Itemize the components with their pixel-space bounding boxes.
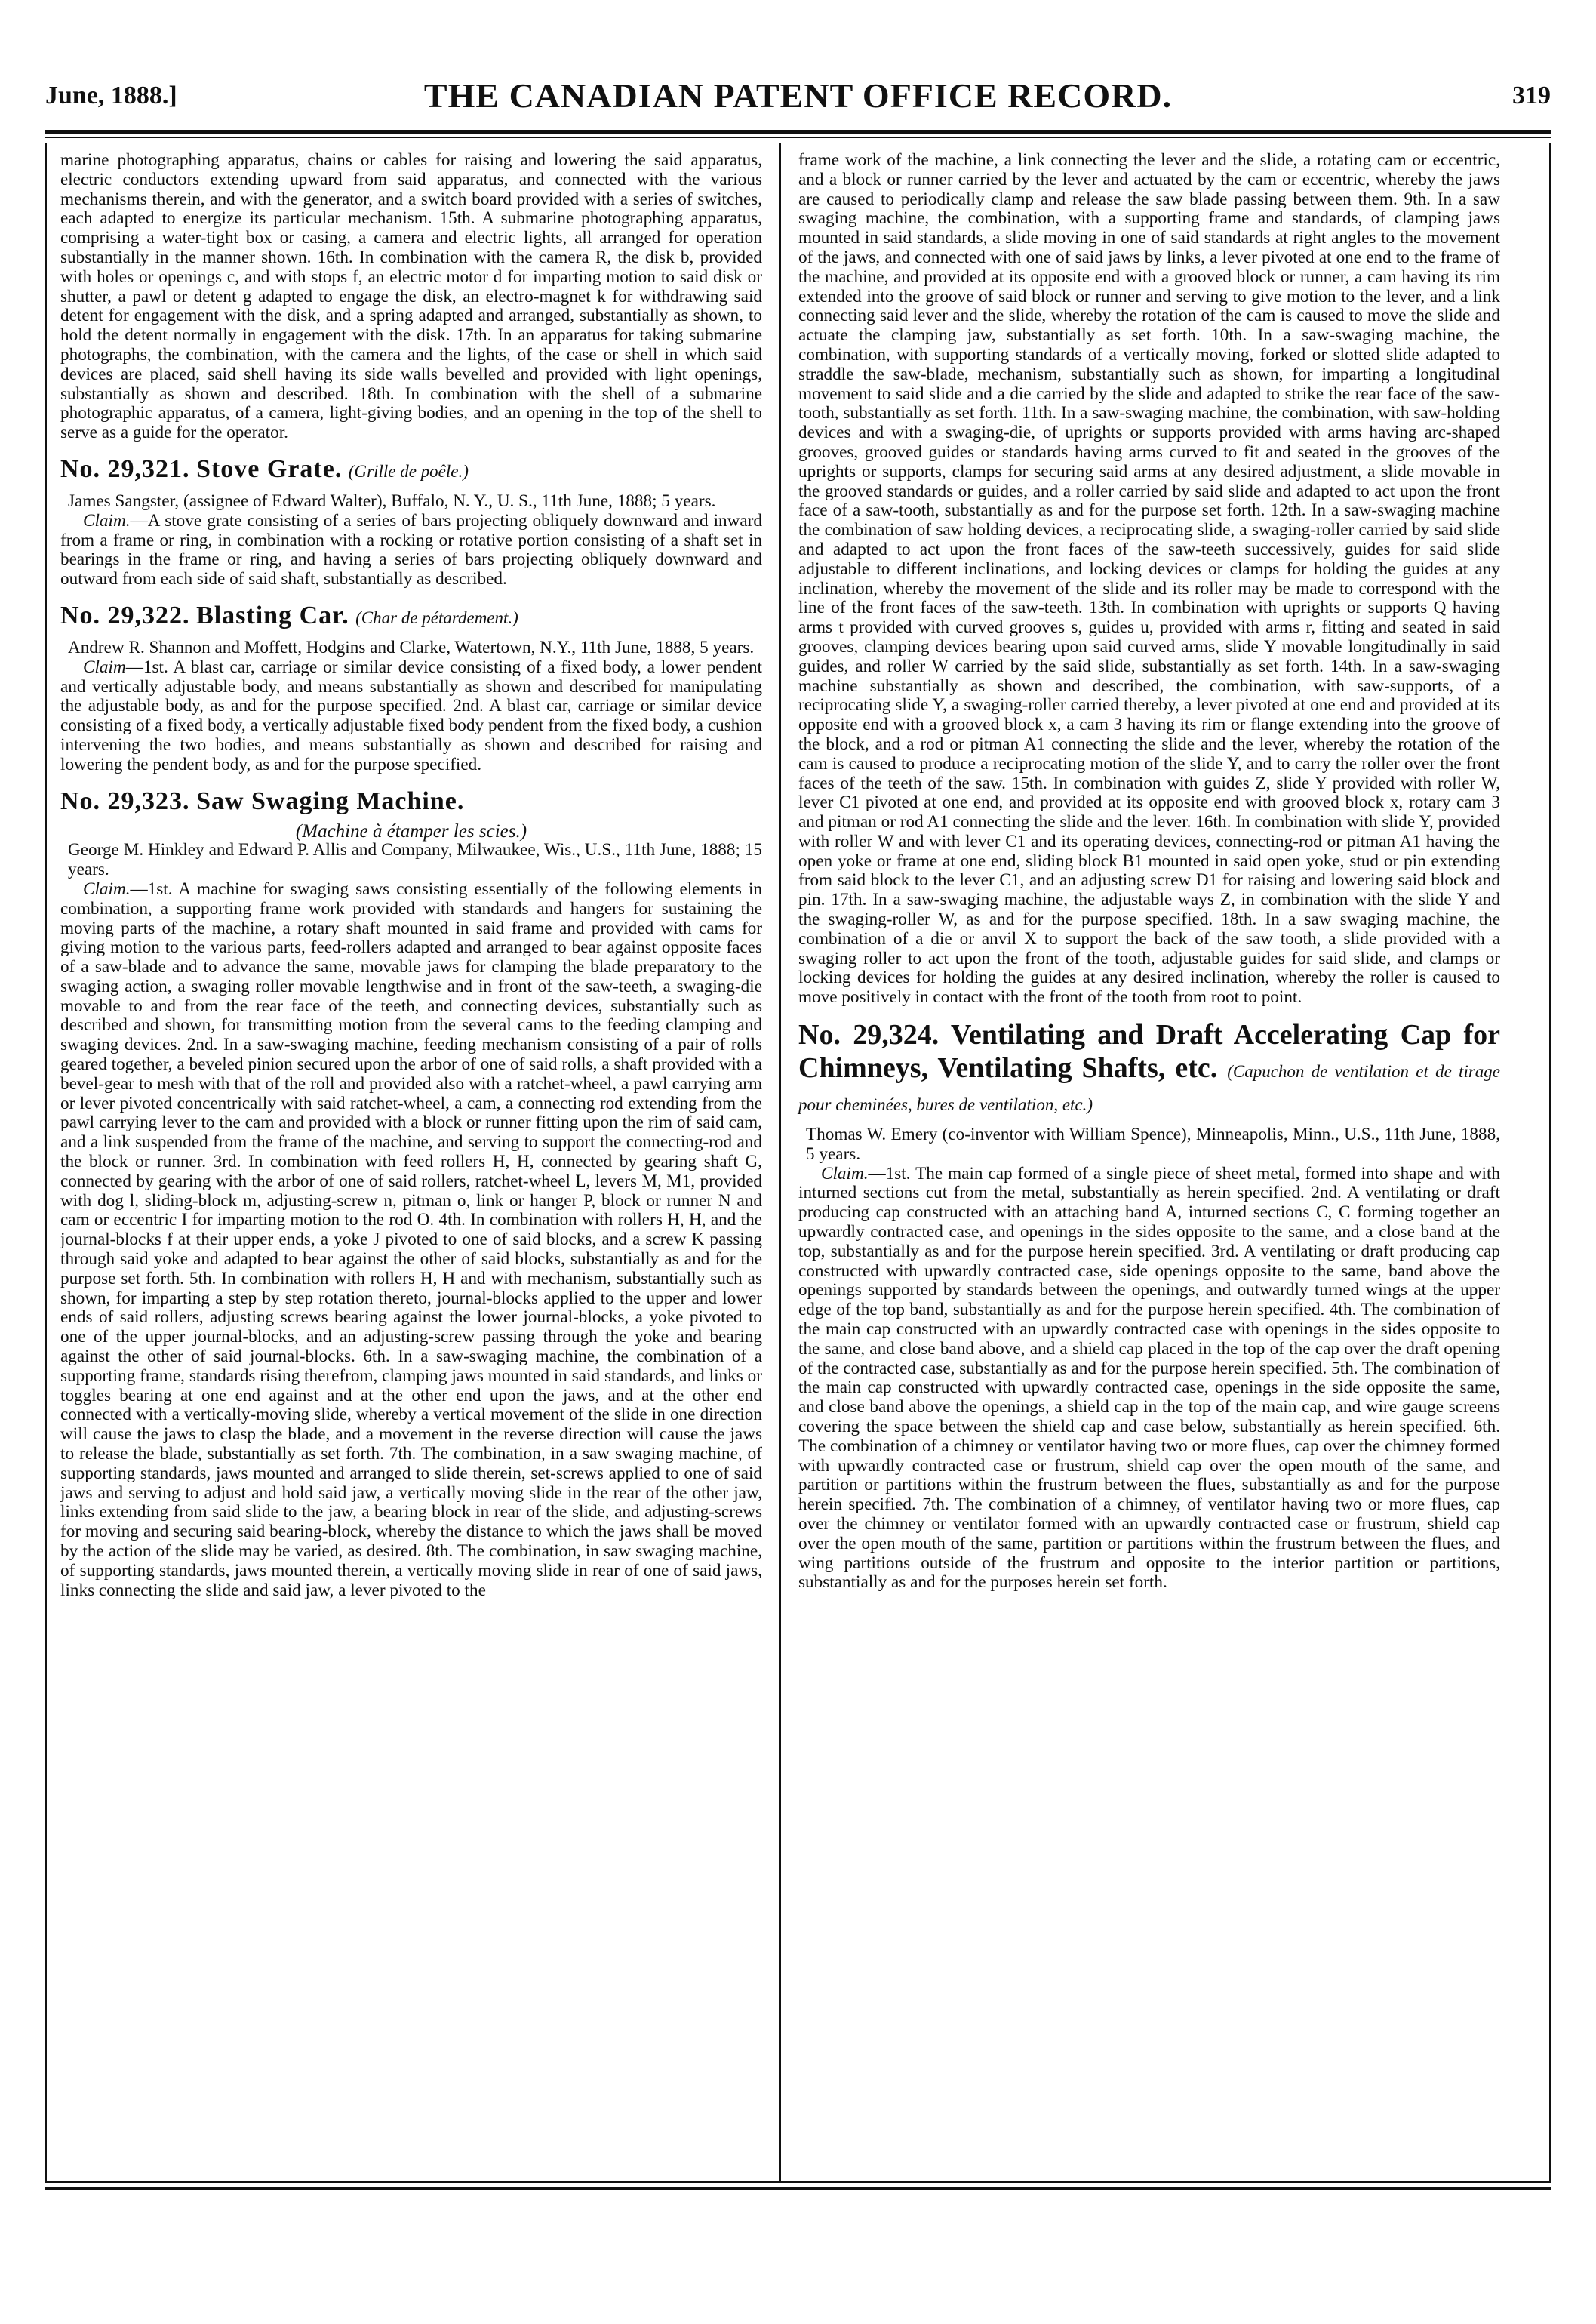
column-divider (779, 143, 781, 2181)
patent-heading-29323 (60, 787, 762, 816)
claim-text: —1st. The main cap formed of a single piece of sheet metal, formed into shape and with inturned sections cut from the metal, substantially as herein specified. 2nd. A ventilating or draft producing cap constructed with an attaching band A, inturned sections C, C forming together an upwardly contracted case, and openings in the sides opposite to the same, and a close band at the top, substantially as and for the purpose herein specified. 3rd. A ventilating or draft producing cap constructed with upwardly contracted case, side openings opposite to the same, band above the openings supported by standards between the openings, and outwardly turned wings at the upper edge of the top band, substantially as and for the purpose herein specified. 4th. The combination of the main cap constructed with an upwardly contracted case with openings in the sides opposite to the same, and close band above, and a shield cap placed in the top of the cap over the draft opening of the contracted case, substantially as and for the purpose herein specified. 5th. The combination of the main cap constructed with upwardly contracted case, openings in the side opposite the same, and close band above the openings, a shield cap in the top of the main cap, and wire gauge screens covering the space between the shield cap and case below, substantially as herein specified. 6th. The combination of a chimney or ventilator having two or more flues, cap over the chimney formed with upwardly contracted case or frustrum, shield cap over the open mouth of the same, and partition or partitions within the frustrum between the flues, substantially as and for the purpose herein specified. 7th. The combination of a chimney, of ventilator having two or more flues, cap over the chimney or ventilator formed with an upwardly contracted case or frustrum, shield cap over the open mouth of the same, partition or partitions within the frustrum between the flues, and wing partitions outside of the frustrum and opposite to the interior partition or partitions, substantially as and for the purposes herein set forth. (798, 1163, 1500, 1593)
claim-label: Claim. (821, 1163, 869, 1184)
patent-heading-29321 (60, 455, 762, 486)
patent-number: No. 29,324. (798, 1019, 939, 1051)
continued-claim-text: frame work of the machine, a link connecting the lever and the slide, a rotating cam or eccentric, and a block or runner carried by the lever and actuated by the cam or eccentric, whereby the jaws are caused to periodically clamp and release the saw blade passing between them. 9th. In a saw swaging machine, the combination, with a supporting frame and standards, of clamping jaws mounted in said standards, a slide moving in one of said standards at right angles to the movement of the jaws, and connected with one of said jaws by links, a lever pivoted at one end to the frame of the machine, and provided at its opposite end with a grooved block or runner, a cam having its rim extended into the groove of said block or runner and serving to give motion to the lever, and a link connecting said lever and the slide, whereby the rotation of the cam is caused to move the slide and actuate the clamping jaw, substantially as set forth. 10th. In a saw-swaging machine, the combination, with supporting standards of a vertically moving, forked or slotted slide adapted to straddle the saw-blade, mechanism, substantially such as shown, for imparting a longitudinal movement to said slide and a die carried by the slide and adapted to strike the rear face of the saw-tooth, substantially as set forth. 11th. In a saw-swaging machine, the combination, with saw-holding devices and with a swaging-die, of uprights or supports provided with arms having arc-shaped grooves, grooved guides or standards having arms curved to fit and seated in the grooves of the uprights or supports, clamps for securing said arms at any desired adjustment, a slide movable in the grooved standards or guides, and a roller carried by said slide and adapted to act upon the front face of a saw-tooth, substantially as and for the purpose set forth. 12th. In a saw-swaging machine the combination of saw holding devices, a reciprocating slide, a swaging-roller carried by said slide and adapted to act upon the front faces of the saw-teeth successively, guides for said slide adjustable to different inclinations, and locking devices or clamps for holding the guides at any inclination, whereby the movement of the slide and its roller may be made to correspond with the line of the front faces of the saw-teeth. 13th. In combination with uprights or supports Q having arms t provided with curved grooves s, guides u, provided with arms r, fitting and seated in said grooves, clamping devices bearing upon said curved arms, slide Y movable longitudinally in said guides, and roller W carried by the said slide, substantially as set forth. 14th. In a saw-swaging machine substantially as shown and described, the combination, with saw-supports, of a reciprocating slide Y, a swaging-roller carried thereby, a lever pivoted at one end and provided at its opposite end with a grooved block x, a cam 3 having its rim or flange extending into the groove of the block, and a rod or pitman A1 connecting the slide and the lever, whereby the rotation of the cam is caused to produce a reciprocating motion of the slide Y, and to carry the roller over the front faces of the teeth of the saw. 15th. In combination with guides Z, slide Y provided with roller W, lever C1 pivoted at one end, and provided at its opposite end with grooved block x, rotary cam 3 and pitman or rod A1 connecting the slide and the lever. 16th. In combination with slide Y, provided with roller W and with lever C1 and its operating devices, connecting-rod or pitman A1 having the open yoke or frame at one end, sliding block B1 mounted in said open yoke, stud or pin extending from said block to the lever C1, and an adjusting screw D1 for raising and lowering said block and pin. 17th. In a saw-swaging machine, the adjustable ways Z, in combination with the slide Y and the swaging-roller W, as and for the purpose specified. 18th. In a saw swaging machine, the combination of a die or anvil X to support the back of the saw tooth, a slide provided with a swaging roller to act upon the front of the tooth, adjustable guides for said slide, and clamps or locking devices for holding the guides at any desired inclination, whereby the roller is caused to move positively in contact with the front of the tooth from root to point. (798, 150, 1500, 1008)
publication-title: THE CANADIAN PATENT OFFICE RECORD. (423, 76, 1173, 115)
patent-number: No. 29,322. (60, 601, 190, 629)
patent-number: No. 29,323. (60, 786, 190, 815)
footer-rule-thin (45, 2181, 1551, 2183)
claim-label: Claim. (83, 510, 131, 531)
claim-label: Claim. (83, 879, 131, 899)
page-number: 319 (1512, 82, 1551, 109)
frame-left-border (45, 143, 47, 2181)
page-header (45, 75, 1551, 121)
patent-heading-29322 (60, 602, 762, 633)
footer-rule (45, 2187, 1551, 2190)
patent-claim (798, 1165, 1500, 1593)
french-title: (Machine à étamper les scies.) (295, 820, 527, 842)
claim-text: —1st. A machine for swaging saws consisting essentially of the following elements in combination, a supporting frame work provided with standards and hangers for sustaining the moving parts of the machine, a rotary shaft mounted in said frame and provided with cams for giving motion to the various parts, feed-rollers adapted and arranged to bear against opposite faces of a saw-blade and to advance the same, movable jaws for clamping the blade preparatory to the swaging action, a swaging roller movable lengthwise and in front of the saw-teeth, a swaging-die movable to and from the rear face of the teeth, and connecting devices, substantially such as described and shown, for transmitting motion from the several cams to the feeding clamping and swaging devices. 2nd. In a saw-swaging machine, feeding mechanism consisting of a pair of rolls geared together, a beveled pinion secured upon the arbor of one of said rolls, a shaft provided with a bevel-gear to mesh with that of the roll and provided also with a ratchet-wheel, a pawl carrying arm or lever pivoted concentrically with said ratchet-wheel, a cam, a connecting rod extending from the pawl carrying lever to the cam and provided with a block or runner fitting upon the rim of said cam, and a link suspended from the frame of the machine, and serving to support the connecting-rod and the block or runner. 3rd. In combination with feed rollers H, H, connected by gearing shaft G, connected by gearing with the arbor of one of said rollers, ratchet-wheel L, levers M, M1, provided with dog l, sliding-block m, adjusting-screw n, pitman o, link or hanger P, block or runner N and cam or eccentric I for imparting motion to the rod O. 4th. In combination with rollers H, H, and the journal-blocks f at their upper ends, a yoke J pivoted to one of said blocks, and a screw K passing through said yoke and adapted to bear against the other of said blocks, substantially as and for the purpose set forth. 5th. In combination with rollers H, H and with mechanism, substantially such as shown, for imparting a step by step rotation thereto, journal-blocks applied to the upper and lower ends of said rollers, adjusting screws bearing against the lower journal-blocks, a yoke pivoted to one of the upper journal-blocks, and an adjusting-screw passing through the yoke and bearing against the other of said journal-blocks. 6th. In a saw-swaging machine, the combination of a supporting frame, standards rising therefrom, clamping jaws mounted in said standards, and links or toggles bearing at one end against and at the other end upon the jaws, and at the other end connected with a vertically-moving slide, whereby a vertical movement of the slide in one direction will cause the jaws to clasp the blade, and a movement in the reverse direction will cause the jaws to release the blade, substantially as set forth. 7th. The combination, in a saw swaging machine, of supporting standards, jaws mounted and arranged to slide therein, set-screws applied to one of said jaws and serving to adjust and hold said jaw, a vertically moving slide in the rear of the other jaw, links extending from said slide to the jaw, a bearing block in rear of the slide, and adjusting-screws for moving and securing said bearing-block, whereby the distance to which the jaws shall be moved by the action of the slide may be varied, as desired. 8th. The combination, in saw swaging machine, of supporting standards, jaws mounted therein, a vertically moving slide in rear of one of said jaws, links connecting the slide and said jaw, a lever pivoted to the (60, 879, 762, 1600)
patent-title: Blasting Car. (196, 601, 349, 629)
patent-grantee: Thomas W. Emery (co-inventor with William Spence), Minneapolis, Minn., U.S., 11th June, 1888, 5 years. (806, 1125, 1500, 1164)
right-column (798, 151, 1500, 1593)
patent-claim (60, 880, 762, 1600)
frame-right-border (1549, 143, 1551, 2181)
header-rule (45, 130, 1551, 134)
patent-grantee: Andrew R. Shannon and Moffett, Hodgins and Clarke, Watertown, N.Y., 11th June, 1888, 5 years. (68, 637, 755, 657)
patent-title: Saw Swaging Machine. (196, 786, 465, 815)
issue-date: June, 1888.] (45, 82, 177, 109)
patent-number: No. 29,321. (60, 454, 190, 483)
patent-title: Stove Grate. (196, 454, 343, 483)
patent-claim (60, 658, 762, 775)
claim-text: —A stove grate consisting of a series of bars projecting obliquely downward and inward from a frame or ring, in combination with a rocking or rotative portion consisting of a shaft set in bearings in the frame or ring, and having a series of bars projecting obliquely downward and outward from each side of said shaft, substantially as described. (60, 510, 762, 589)
patent-grantee: James Sangster, (assignee of Edward Walter), Buffalo, N. Y., U. S., 11th June, 1888; 5 years. (68, 491, 716, 511)
claim-text: —1st. A blast car, carriage or similar device consisting of a fixed body, a lower pendent and vertically adjustable body, and means substantially as shown and described for manipulating the adjustable body, as and for the purpose specified. 2nd. A blast car, carriage or similar device consisting of a fixed body, a vertically adjustable fixed body pendent from the fixed body, a cushion intervening the two bodies, and means substantially as shown and described for raising and lowering the pendent body, as and for the purpose specified. (60, 657, 762, 774)
french-title: (Capuchon de ventilation et de tirage pour cheminées, bures de ventilation, etc.) (798, 1062, 1500, 1115)
patent-claim (60, 512, 762, 589)
french-title: (Char de pétardement.) (355, 608, 518, 627)
french-title: (Grille de poêle.) (348, 461, 469, 481)
continued-claim-text: marine photographing apparatus, chains or cables for raising and lowering the said apparatus, electric conductors extending upward from said apparatus, and connected with the various mechanisms therein, and with the generator, and a switch board provided with a series of switches, each adapted to energize its particular mechanism. 15th. A submarine photographing apparatus, comprising a water-tight box or casing, a camera and electric lights, all arranged for operation substantially in the manner shown. 16th. In combination with the camera R, the disk b, provided with holes or openings c, and with stops f, an electric motor d for imparting motion to said disk or shutter, a pawl or detent g adapted to engage the disk, an electro-magnet k for withdrawing said detent for engagement with the disk, and a spring adapted and arranged, substantially as shown, to hold the detent normally in engagement with the disk. 17th. In an apparatus for taking submarine photographs, the combination, with the camera and the lights, of the case or shell in which said devices are placed, said shell having its side walls bevelled and provided with light openings, substantially as shown and described. 18th. In combination with the shell of a submarine photographic apparatus, of a camera, light-giving bodies, and an opening in the top of the shell to serve as a guide for the operator. (60, 150, 762, 443)
patent-title: Ventilating and Draft Accelerating Cap for Chimneys, Ventilating Shafts, etc. (798, 1019, 1500, 1085)
claim-label: Claim (83, 657, 126, 677)
header-rule-thin (45, 137, 1551, 138)
patent-grantee: George M. Hinkley and Edward P. Allis and Company, Milwaukee, Wis., U.S., 11th June, 1888; 15 years. (68, 840, 762, 880)
patent-heading-29324 (798, 1018, 1500, 1118)
left-column (60, 151, 762, 1600)
